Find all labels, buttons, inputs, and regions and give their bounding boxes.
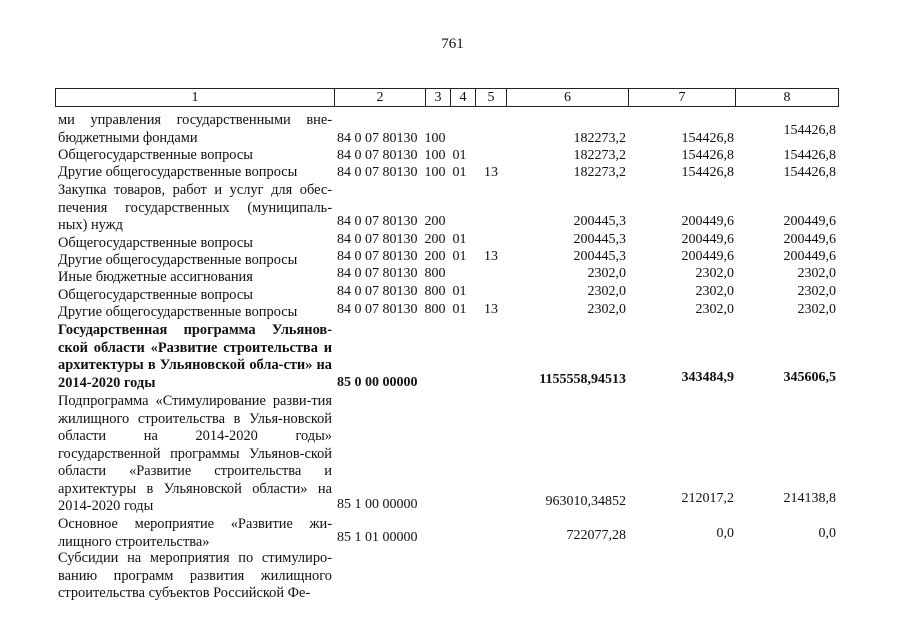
row-value-7: 200449,6 [681,249,734,264]
row-value-6: 200445,3 [573,214,626,229]
row-value-6: 182273,2 [573,148,626,163]
row-value-7: 2302,0 [695,284,734,299]
header-col-4: 4 [451,89,476,106]
row-value-7: 200449,6 [681,232,734,247]
header-col-2: 2 [335,89,426,106]
row-code: 84 0 07 80130 200 01 [337,232,467,247]
row-code: 85 1 01 00000 [337,530,418,545]
row-value-8: 214138,8 [783,491,836,506]
row-value-8: 200449,6 [783,232,836,247]
page-number: 761 [441,36,464,52]
row-code: 84 0 07 80130 100 01 13 [337,165,498,180]
row-code: 85 0 00 00000 [337,375,418,390]
row-value-8: 2302,0 [797,266,836,281]
header-col-8: 8 [783,90,791,105]
header-col-1: 1 [56,89,335,106]
row-code: 84 0 07 80130 200 [337,214,446,229]
row-value-6: 722077,28 [566,528,626,543]
row-description: Закупка товаров, работ и услуг для обес-печения государственных (муниципаль-ных) нужд [58,182,332,233]
row-description: Общегосударственные вопросы [58,235,253,251]
row-value-8: 154426,8 [783,165,836,180]
row-code: 84 0 07 80130 100 [337,130,446,146]
row-value-6: 2302,0 [587,284,626,299]
row-value-8: 2302,0 [797,302,836,317]
row-value-6: 963010,34852 [545,494,626,509]
row-code: 84 0 07 80130 800 01 13 [337,302,498,317]
row-value-7: 154426,8 [681,130,734,146]
row-description: Другие общегосударственные вопросы [58,164,298,180]
row-code: 84 0 07 80130 800 01 [337,284,467,299]
row-code: 84 0 07 80130 100 01 [337,148,467,163]
header-col-5: 5 [476,89,507,106]
row-value-8: 200449,6 [783,249,836,264]
row-value-8: 154426,8 [783,123,836,138]
row-description: Основное мероприятие «Развитие жи-лищного строительства» [58,516,332,550]
row-value-8: 154426,8 [783,148,836,163]
row-description: Другие общегосударственные вопросы [58,304,298,320]
row-value-6: 200445,3 [573,249,626,264]
row-value-7: 200449,6 [681,214,734,229]
row-description: Подпрограмма «Стимулирование разви-тия жилищного строительства в Улья-новской области на 2014-2020 годы» государственной программы Ульянов-ской области «Развитие строительства и архитектуры в Ульяновской области» на 2014-2020 годы [58,393,332,514]
table-header [55,88,839,107]
row-description: Общегосударственные вопросы [58,287,253,303]
row-value-6: 1155558,94513 [539,372,626,387]
row-value-6: 182273,2 [573,165,626,180]
row-description: Субсидии на мероприятия по стимулиро-ванию программ развития жилищного строительства субъектов Российской Фе- [58,550,332,601]
header-col-7: 7 [629,89,736,106]
row-value-7: 2302,0 [695,266,734,281]
header-col-6: 6 [507,89,629,106]
row-code: 85 1 00 00000 [337,497,418,512]
row-value-7: 343484,9 [681,370,734,385]
row-description: Иные бюджетные ассигнования [58,269,253,285]
row-code: 84 0 07 80130 800 [337,266,446,281]
row-value-6: 2302,0 [587,302,626,317]
row-description: ми управления государственными вне-бюджетными фондами [58,112,332,146]
row-value-6: 200445,3 [573,232,626,247]
row-value-8: 200449,6 [783,214,836,229]
row-code: 84 0 07 80130 200 01 13 [337,249,498,264]
row-value-8: 0,0 [818,526,836,541]
row-value-7: 212017,2 [681,491,734,506]
row-description: Другие общегосударственные вопросы [58,252,298,268]
row-value-6: 182273,2 [573,130,626,146]
row-value-7: 154426,8 [681,148,734,163]
row-value-8: 2302,0 [797,284,836,299]
row-value-6: 2302,0 [587,266,626,281]
row-value-7: 0,0 [716,526,734,541]
header-col-3: 3 [426,89,451,106]
row-value-7: 2302,0 [695,302,734,317]
row-description: Государственная программа Ульянов-ской области «Развитие строительства и архитектуры в Ульяновской обла-сти» на 2014-2020 годы [58,322,332,391]
row-value-7: 154426,8 [681,165,734,180]
row-description: Общегосударственные вопросы [58,147,253,163]
row-value-8: 345606,5 [783,370,836,385]
